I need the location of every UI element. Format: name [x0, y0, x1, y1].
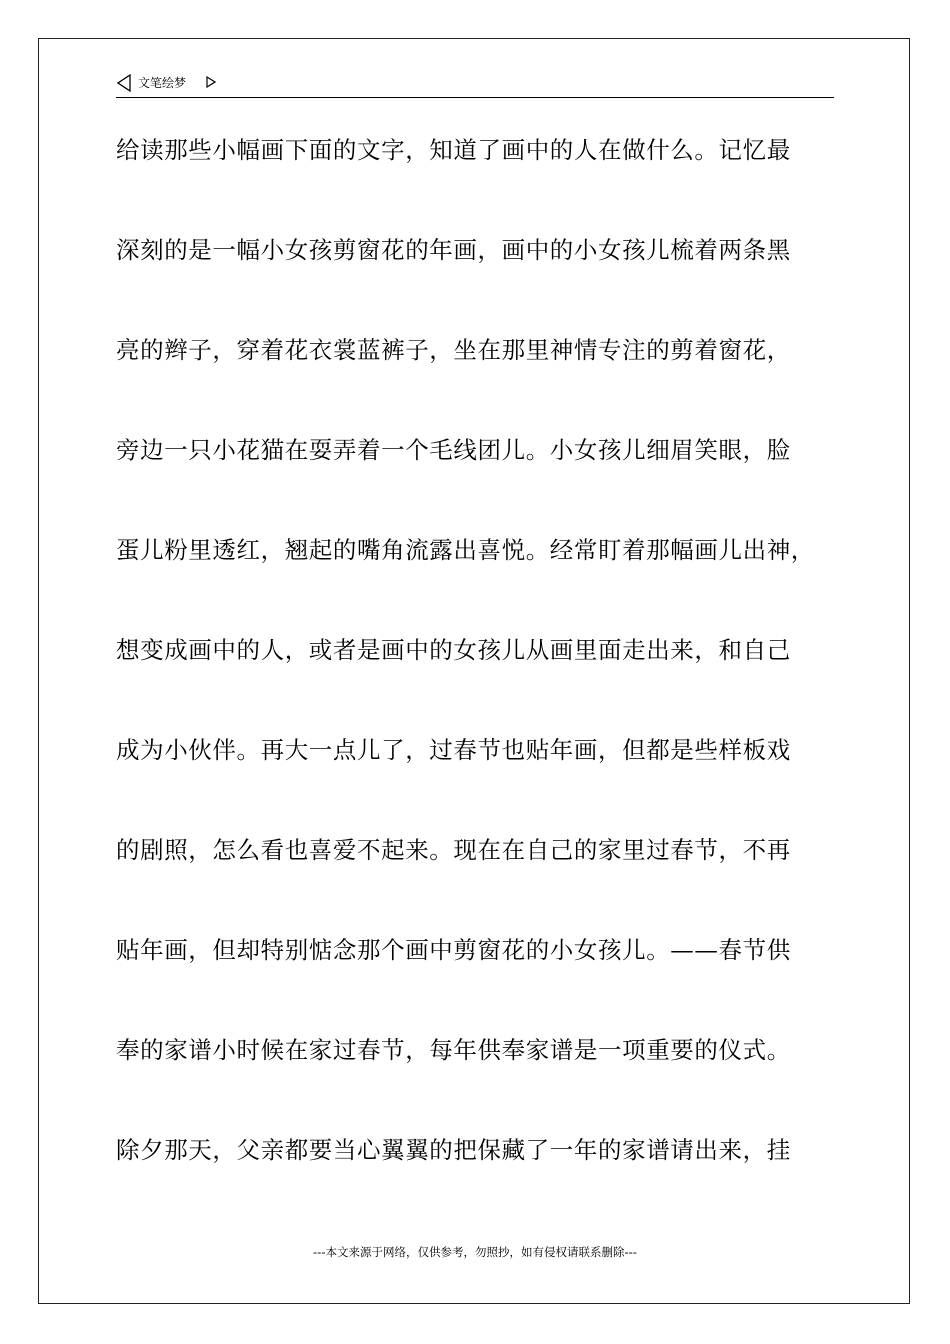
text-line: 深刻的是一幅小女孩剪窗花的年画，画中的小女孩儿梳着两条黑 — [116, 236, 791, 264]
text-line: 给读那些小幅画下面的文字，知道了画中的人在做什么。记忆最 — [116, 136, 791, 164]
text-line: 的剧照，怎么看也喜爱不起来。现在在自己的家里过春节，不再 — [116, 836, 791, 864]
text-line: 亮的辫子，穿着花衣裳蓝裤子，坐在那里神情专注的剪着窗花， — [116, 336, 791, 364]
triangle-right-icon — [206, 76, 216, 88]
text-line: 想变成画中的人，或者是画中的女孩儿从画里面走出来，和自己 — [116, 636, 791, 664]
footer-notice: ---本文来源于网络，仅供参考，勿照抄，如有侵权请联系删除--- — [313, 1245, 637, 1259]
triangle-left-icon — [116, 74, 132, 92]
page-header — [116, 70, 834, 98]
text-line: 奉的家谱小时候在家过春节，每年供奉家谱是一项重要的仪式。 — [116, 1036, 791, 1064]
text-line: 蛋儿粉里透红，翘起的嘴角流露出喜悦。经常盯着那幅画儿出神， — [116, 536, 815, 564]
text-line: 贴年画，但却特别惦念那个画中剪窗花的小女孩儿。——春节供 — [116, 936, 791, 964]
text-line: 除夕那天，父亲都要当心翼翼的把保藏了一年的家谱请出来，挂 — [116, 1136, 791, 1164]
header-title: 文笔绘梦 — [138, 76, 187, 90]
article-body — [116, 128, 856, 1228]
text-line: 旁边一只小花猫在耍弄着一个毛线团儿。小女孩儿细眉笑眼，脸 — [116, 436, 791, 464]
text-line: 成为小伙伴。再大一点儿了，过春节也贴年画，但都是些样板戏 — [116, 736, 791, 764]
